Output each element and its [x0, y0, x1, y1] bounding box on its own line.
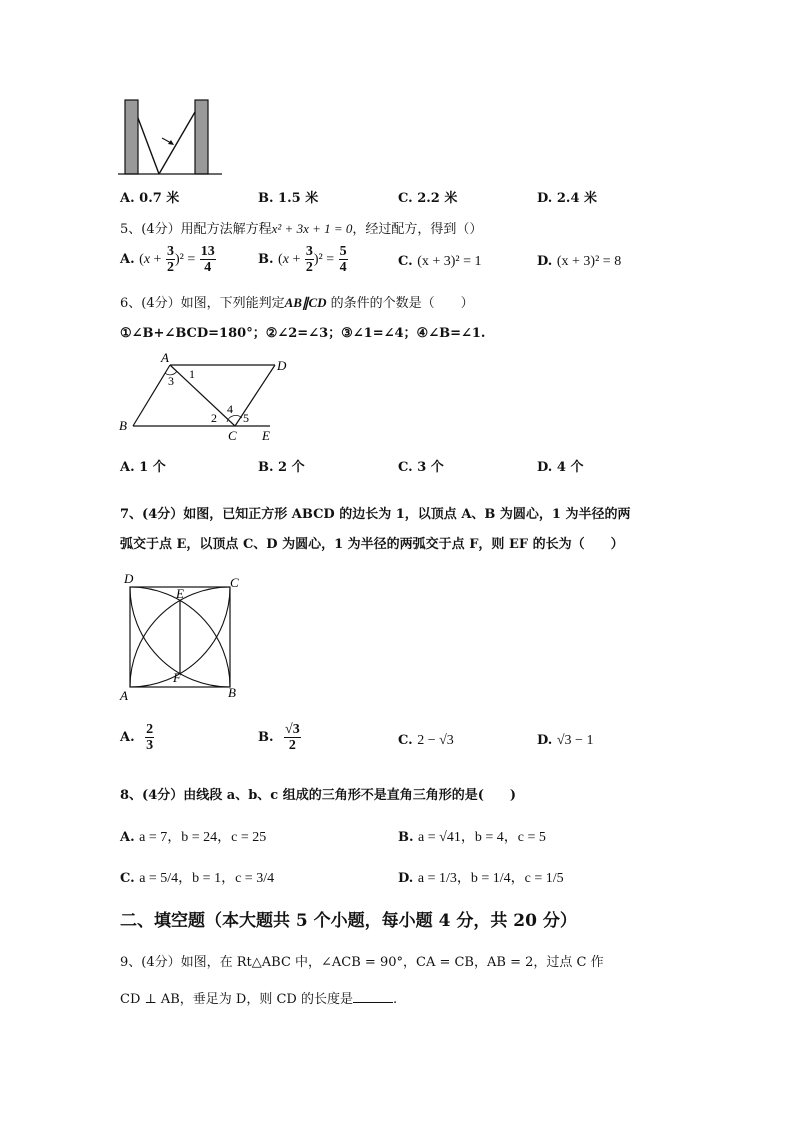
q8-stem: 8、(4分）由线段 a、b、c 组成的三角形不是直角三角形的是( ): [120, 788, 517, 803]
q4-option-b[interactable]: B. 1.5 米: [258, 191, 319, 206]
label-e: E: [176, 586, 184, 601]
q8-option-b[interactable]: B. a = √41，b = 4，c = 5: [398, 830, 546, 845]
q7-figure: [118, 570, 248, 705]
label-c: C: [230, 575, 239, 590]
q7-stem-line1: 7、(4分）如图，已知正方形 ABCD 的边长为 1，以顶点 A、B 为圆心，1 为半径的两: [120, 507, 631, 522]
angle-label-2: 2: [211, 411, 217, 425]
q4-figure: [118, 98, 224, 178]
left-wall: [125, 100, 138, 174]
q6-option-a[interactable]: A. 1 个: [120, 460, 166, 475]
q5-option-b[interactable]: B. (x + $\frac{3}{2}$ )² = $\frac{5}{4}$: [258, 244, 347, 275]
q8-option-d[interactable]: D. a = 1/3，b = 1/4，c = 1/5: [398, 871, 564, 886]
q6-option-d[interactable]: D. 4 个: [537, 460, 584, 475]
angle-label-5: 5: [243, 411, 249, 425]
label-b: B: [228, 685, 236, 700]
q7-option-b[interactable]: B. $\frac{√3}{2}$: [258, 722, 300, 753]
q8-option-a[interactable]: A. a = 7，b = 24，c = 25: [120, 830, 267, 845]
ladder-left: [138, 118, 159, 174]
angle-label-3: 3: [168, 374, 174, 388]
q6-stem: 6、(4分）如图，下列能判定AB∥CD 的条件的个数是（ ）: [120, 295, 474, 311]
q7-option-c[interactable]: C. 2 − √3: [398, 733, 454, 748]
label-f: F: [173, 670, 181, 685]
q5-option-d[interactable]: D. (x + 3)² = 8: [537, 254, 622, 269]
angle-label-1: 1: [189, 367, 195, 381]
label-a: A: [120, 688, 128, 703]
answer-blank[interactable]: [353, 990, 393, 1003]
line-ab: [133, 365, 170, 426]
label-e: E: [262, 428, 270, 443]
q5-option-a[interactable]: A. (x + $\frac{3}{2}$ )² = $\frac{13}{4}$: [120, 244, 215, 275]
right-wall: [195, 100, 208, 174]
section-title: 二、填空题（本大题共 5 个小题，每小题 4 分，共 20 分）: [120, 911, 577, 931]
q5-stem: 5、(4分）用配方法解方程x² + 3x + 1 = 0，经过配方，得到（）: [120, 221, 483, 237]
q6-option-b[interactable]: B. 2 个: [258, 460, 305, 475]
label-d: D: [277, 358, 287, 373]
arrow-head: [168, 140, 174, 145]
q7-option-a[interactable]: A. $\frac{2}{3}$: [120, 722, 154, 753]
line-ac: [170, 365, 235, 426]
q4-option-a[interactable]: A. 0.7 米: [120, 191, 180, 206]
q6-conditions: ①∠B+∠BCD=180°；②∠2=∠3；③∠1=∠4；④∠B=∠1.: [120, 326, 486, 341]
label-d: D: [124, 571, 134, 586]
q4-option-c[interactable]: C. 2.2 米: [398, 191, 458, 206]
label-a: A: [161, 350, 169, 365]
ladder-right: [159, 112, 195, 174]
q5-option-c[interactable]: C. (x + 3)² = 1: [398, 254, 482, 269]
label-b: B: [119, 418, 127, 433]
angle-label-4: 4: [227, 402, 233, 416]
q6-option-c[interactable]: C. 3 个: [398, 460, 444, 475]
q9-stem-line2: CD ⊥ AB，垂足为 D，则 CD 的长度是 .: [120, 992, 398, 1007]
q9-stem-line1: 9、(4分）如图，在 Rt△ABC 中，∠ACB = 90°，CA = CB，AB = 2，过点 C 作: [120, 955, 604, 970]
q7-option-d[interactable]: D. √3 − 1: [537, 733, 594, 748]
q6-figure: [115, 350, 295, 445]
q7-stem-line2: 弧交于点 E，以顶点 C、D 为圆心，1 为半径的两弧交于点 F，则 EF 的长为（ ）: [120, 537, 624, 552]
q8-option-c[interactable]: C. a = 5/4，b = 1，c = 3/4: [120, 871, 275, 886]
label-c: C: [228, 428, 237, 443]
q4-option-d[interactable]: D. 2.4 米: [537, 191, 598, 206]
